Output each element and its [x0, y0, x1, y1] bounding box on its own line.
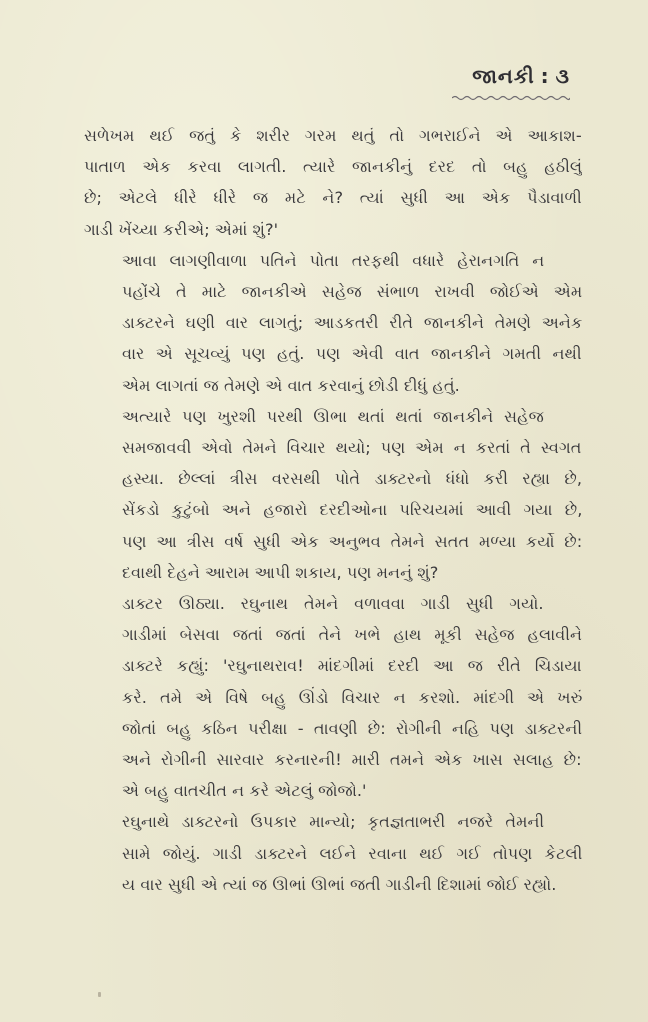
text-line: ગાડી ખેંચ્યા કરીએ; એમાં શું?': [84, 219, 279, 239]
text-line: સેંકડો કુટુંબો અને હજારો દરદીઓના પરિચયમાં આવી ગયા છે,: [122, 500, 582, 520]
text-line: પણ આ ત્રીસ વર્ષ સુધી એક અનુભવ તેમને સતત મળ્યા કર્યો છે:: [122, 531, 582, 551]
text-line: ડાક્ટરને ઘણી વાર લાગતું; આડકતરી રીતે જાનકીને તેમણે અનેક: [122, 313, 582, 333]
paragraph: [84, 245, 582, 401]
running-head-title: જાનકી: [472, 64, 535, 88]
paragraph: [84, 806, 582, 900]
text-line: એમ લાગતાં જ તેમણે એ વાત કરવાનું છોડી દીધું હતું.: [122, 375, 460, 395]
text-line: વાર એ સૂચવ્યું પણ હતું. પણ એવી વાત જાનકીને ગમતી નથી: [122, 344, 582, 364]
paragraph: [84, 120, 582, 245]
text-line: આવા લાગણીવાળા પતિને પોતા તરફથી વધારે હેરાનગતિ ન: [122, 250, 544, 270]
text-line: ડાક્ટરે કહ્યું: 'રઘુનાથરાવ! માંદગીમાં દરદી આ જ રીતે ચિડાયા: [122, 656, 582, 676]
paragraph: [84, 588, 582, 806]
text-line: પાતાળ એક કરવા લાગતી. ત્યારે જાનકીનું દરદ તો બહુ હઠીલું: [84, 157, 582, 177]
text-line: હસ્યા. છેલ્લાં ત્રીસ વરસથી પોતે ડાક્ટરનો ધંધો કરી રહ્યા છે,: [122, 469, 582, 489]
running-head-separator: :: [540, 64, 550, 88]
text-line: સમજાવવી એવો તેમને વિચાર થયો; પણ એમ ન કરતાં તે સ્વગત: [122, 438, 582, 458]
decorative-wavy-rule: [452, 94, 570, 102]
text-line: છે; એટલે ધીરે ધીરે જ મટે ને? ત્યાં સુધી આ એક પૈડાવાળી: [84, 188, 582, 208]
text-line: સળેખમ થઈ જતું કે શરીર ગરમ થતું તો ગભરાઈને એ આકાશ-: [84, 126, 582, 145]
text-line: એ બહુ વાતચીત ન કરે એટલું જોજો.': [122, 781, 367, 801]
text-line: ડાક્ટર ઊઠ્યા. રઘુનાથ તેમને વળાવવા ગાડી સુધી ગયો.: [122, 594, 544, 614]
text-line: કરે. તમે એ વિષે બહુ ઊંડો વિચાર ન કરશો. માંદગી એ ખરું: [122, 687, 582, 707]
text-line: જોતાં બહુ કઠિન પરીક્ષા - તાવણી છે: રોગીની નહિ પણ ડાક્ટરની: [122, 718, 582, 738]
text-line: અને રોગીની સારવાર કરનારની! મારી તમને એક ખાસ સલાહ છે:: [122, 750, 582, 770]
text-line: અત્યારે પણ ખુરશી પરથી ઊભા થતાં થતાં જાનકીને સહેજ: [122, 406, 544, 426]
body-text: [84, 120, 582, 900]
text-line: દવાથી દેહને આરામ આપી શકાય, પણ મનનું શું?: [122, 562, 439, 582]
text-line: ય વાર સુધી એ ત્યાં જ ઊભાં ઊભાં જતી ગાડીની દિશામાં જોઈ રહ્યો.: [122, 874, 557, 894]
text-line: રઘુનાથે ડાક્ટરનો ઉપકાર માન્યો; કૃતજ્ઞતાભરી નજરે તેમની: [122, 812, 544, 832]
paragraph: [84, 401, 582, 588]
page-number: ૩: [555, 64, 570, 88]
text-line: પહોંચે તે માટે જાનકીએ સહેજ સંભાળ રાખવી જોઈએ એમ: [122, 282, 582, 302]
running-head: [472, 64, 570, 88]
text-line: સામે જોયું. ગાડી ડાક્ટરને લઈને રવાના થઈ ગઈ તોપણ કેટલી: [122, 843, 582, 863]
paper-speck: [98, 992, 101, 997]
text-line: ગાડીમાં બેસવા જતાં જતાં તેને ખભે હાથ મૂકી સહેજ હલાવીને: [122, 625, 582, 645]
